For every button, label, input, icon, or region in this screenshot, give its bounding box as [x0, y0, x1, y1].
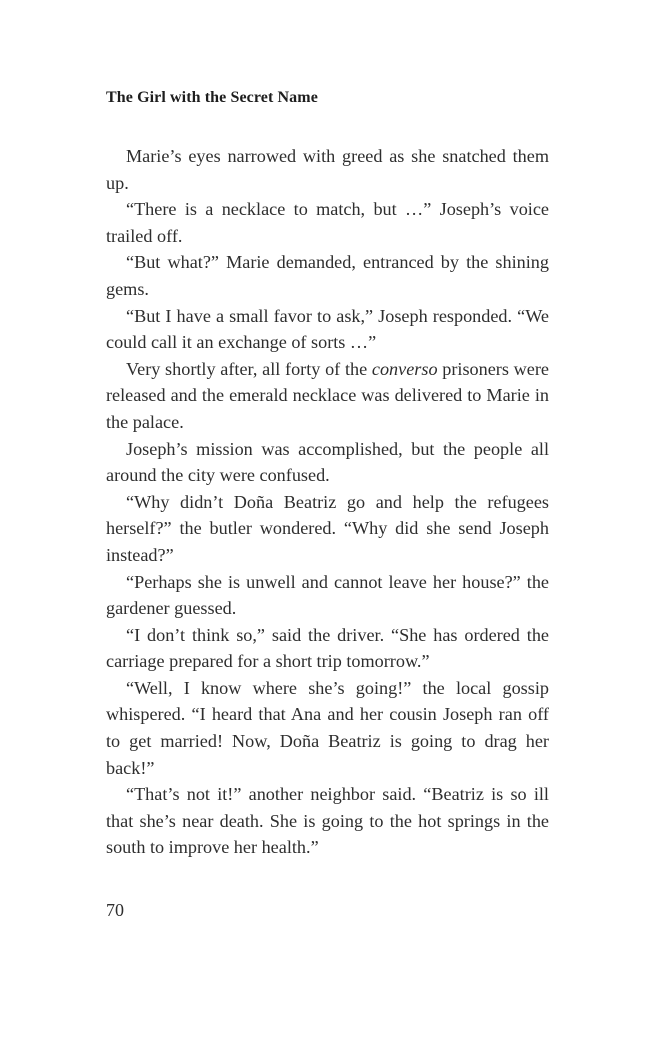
paragraph-9: “I don’t think so,” said the driver. “She has ordered the carriage prepared for a short trip tomorrow.”	[106, 624, 549, 672]
paragraph-5-emphasis: converso	[371, 358, 438, 379]
paragraph-3: “But what?” Marie demanded, entranced by the shining gems.	[106, 252, 549, 299]
paragraph-7: “Why didn’t Doña Beatriz go and help the refugees herself?” the butler wondered. “Why did she send Joseph instead?”	[106, 491, 549, 565]
paragraph-11: “That’s not it!” another neighbor said. “Beatriz is so ill that she’s near death. She is going to the hot springs in the south to improve her health.”	[106, 784, 549, 858]
paragraph-5	[106, 356, 549, 436]
paragraph-5-after: prisoners were released and the emerald necklace was delivered to Marie in the palace.	[106, 358, 549, 432]
paragraph-10: “Well, I know where she’s going!” the local gossip whispered. “I heard that Ana and her cousin Joseph ran off to get married! Now, Doña Beatriz is going to drag her back!”	[106, 677, 549, 778]
paragraph-8: “Perhaps she is unwell and cannot leave her house?” the gardener guessed.	[106, 571, 549, 619]
book-page	[106, 0, 549, 1039]
page-number: 70	[106, 900, 124, 920]
running-title: The Girl with the Secret Name	[106, 89, 318, 106]
paragraph-5-before: Very shortly after, all forty of the	[126, 358, 372, 379]
paragraph-2: “There is a necklace to match, but …” Joseph’s voice trailed off.	[106, 199, 549, 246]
paragraph-1: Marie’s eyes narrowed with greed as she snatched them up.	[106, 146, 549, 193]
paragraph-4: “But I have a small favor to ask,” Joseph responded. “We could call it an exchange of sorts …”	[106, 305, 549, 353]
body-text	[106, 143, 549, 861]
paragraph-6: Joseph’s mission was accomplished, but the people all around the city were confused.	[106, 438, 549, 486]
